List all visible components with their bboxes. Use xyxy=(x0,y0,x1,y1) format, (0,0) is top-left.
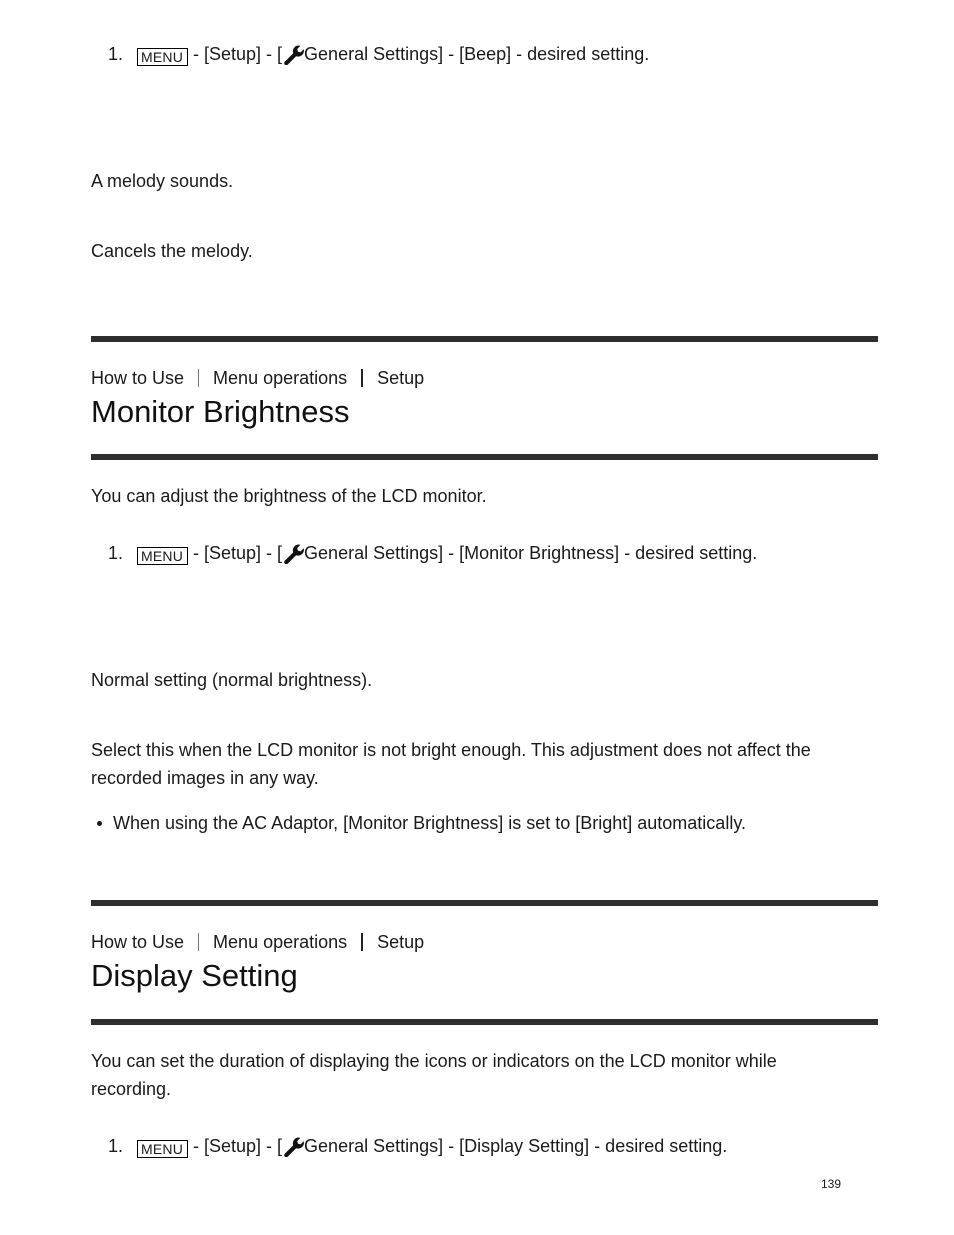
breadcrumb-separator xyxy=(198,933,199,951)
section-divider xyxy=(91,454,878,460)
page-title: Monitor Brightness xyxy=(91,394,350,429)
menu-button-icon: MENU xyxy=(137,48,188,66)
step-number: 1. xyxy=(108,1136,124,1156)
step-text-start: - [Setup] - [ xyxy=(188,44,283,64)
step-number: 1. xyxy=(108,543,124,563)
bullet-dot xyxy=(97,821,102,826)
section-divider xyxy=(91,1019,878,1025)
display-intro: You can set the duration of displaying the icons or indicators on the LCD monitor while recording. xyxy=(91,1051,777,1099)
page-number: 139 xyxy=(821,1177,842,1191)
breadcrumb-setup[interactable]: Setup xyxy=(377,932,425,952)
step-text-start: - [Setup] - [ xyxy=(188,1136,283,1156)
step-text-end: General Settings] - [Beep] - desired setting. xyxy=(304,44,650,64)
section-divider xyxy=(91,336,878,342)
breadcrumb-separator xyxy=(361,369,363,387)
breadcrumb-separator xyxy=(361,933,363,951)
wrench-icon xyxy=(282,542,304,564)
step-text-end: General Settings] - [Display Setting] - desired setting. xyxy=(304,1136,728,1156)
monitor-option-bright-description: Select this when the LCD monitor is not bright enough. This adjustment does not affect the recorded images in any way. xyxy=(91,740,811,788)
note-item xyxy=(97,811,746,835)
monitor-step-1 xyxy=(108,541,757,565)
breadcrumb-how-to-use[interactable]: How to Use xyxy=(91,368,185,388)
display-step-1 xyxy=(108,1134,727,1158)
breadcrumb-menu-operations[interactable]: Menu operations xyxy=(213,368,348,388)
menu-button-icon: MENU xyxy=(137,547,188,565)
page-title: Display Setting xyxy=(91,958,298,993)
monitor-option-normal-description: Normal setting (normal brightness). xyxy=(91,670,373,690)
step-number: 1. xyxy=(108,44,124,64)
breadcrumb-setup[interactable]: Setup xyxy=(377,368,425,388)
step-text-start: - [Setup] - [ xyxy=(188,543,283,563)
menu-button-icon: MENU xyxy=(137,1140,188,1158)
monitor-intro: You can adjust the brightness of the LCD monitor. xyxy=(91,486,487,506)
breadcrumb xyxy=(91,366,424,390)
beep-option-on-description: A melody sounds. xyxy=(91,171,234,191)
breadcrumb-menu-operations[interactable]: Menu operations xyxy=(213,932,348,952)
wrench-icon xyxy=(282,43,304,65)
breadcrumb xyxy=(91,930,424,954)
wrench-icon xyxy=(282,1135,304,1157)
note-text: When using the AC Adaptor, [Monitor Brightness] is set to [Bright] automatically. xyxy=(113,813,746,833)
breadcrumb-separator xyxy=(198,369,199,387)
step-text-end: General Settings] - [Monitor Brightness] - desired setting. xyxy=(304,543,758,563)
beep-option-off-description: Cancels the melody. xyxy=(91,241,253,261)
section-divider xyxy=(91,900,878,906)
breadcrumb-how-to-use[interactable]: How to Use xyxy=(91,932,185,952)
beep-step-1 xyxy=(108,42,649,66)
